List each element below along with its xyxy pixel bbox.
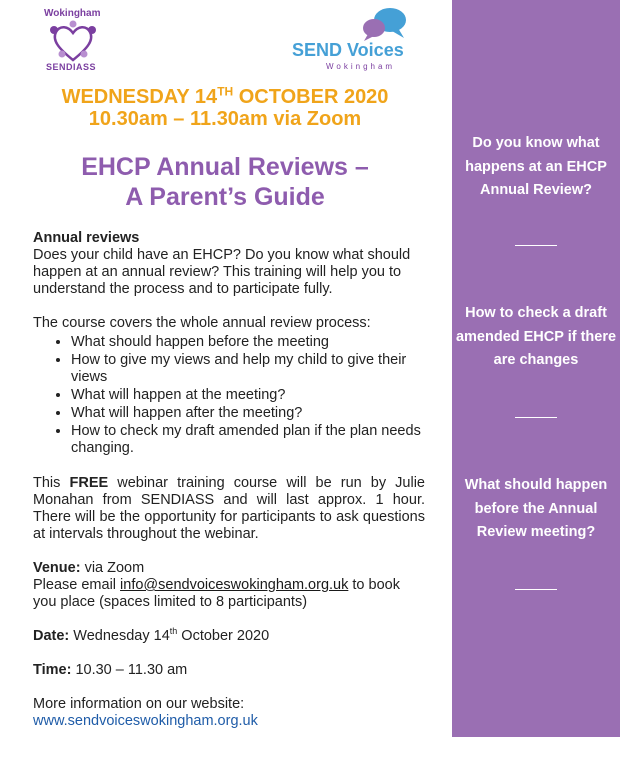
website-link[interactable]: www.sendvoiceswokingham.org.uk [33, 713, 258, 729]
section-heading: Annual reviews [33, 230, 140, 246]
venue-label: Venue: [33, 560, 81, 576]
title-line-1: EHCP Annual Reviews – [81, 153, 369, 181]
time-line [33, 662, 425, 679]
heart-people-icon [48, 18, 98, 64]
speech-bubbles-icon [360, 6, 410, 42]
email-line: Please email info@sendvoiceswokingham.org.uk to book you place (spaces limited to 8 participants) [33, 577, 400, 610]
sidebar-divider [515, 417, 557, 418]
sidebar-question-draft-ehcp: How to check a draft amended EHCP if there are changes [455, 305, 617, 368]
date-label: Date: [33, 628, 70, 644]
more-info-text: More information on our website: [33, 696, 245, 712]
free-webinar-paragraph: This FREE webinar training course will be run by Julie Monahan from SENDIASS and will last approx. 1 hour. There will be the opportunity for participants to ask questions at intervals throughout the webinar. [33, 475, 426, 542]
list-item: • What will happen after the meeting? [71, 405, 425, 422]
sidebar-divider [515, 589, 557, 590]
sidebar-question-annual-review: Do you know what happens at an EHCP Annual Review? [465, 135, 607, 198]
wokingham-sendiass-logo [40, 8, 106, 74]
sidebar-panel [452, 0, 620, 737]
time-label: Time: [33, 662, 72, 678]
list-item: • How to check my draft amended plan if the plan needs changing. [71, 423, 425, 457]
logo-right-main-text: SEND Voices [292, 40, 404, 60]
logo-right-sub-text: Wokingham [326, 62, 396, 71]
email-link[interactable]: info@sendvoiceswokingham.org.uk [120, 577, 349, 593]
list-item: • What will happen at the meeting? [71, 387, 425, 404]
topics-list [33, 334, 425, 457]
sidebar-question-before-meeting: What should happen before the Annual Review meeting? [464, 477, 608, 540]
list-item: • How to give my views and help my child to give their views [71, 352, 425, 386]
logo-left-bottom-text: SENDIASS [46, 62, 97, 72]
intro-paragraph: Does your child have an EHCP? Do you know what should happen at an annual review? This training will help you to understand the process and to participate fully. [33, 247, 411, 297]
page-title [30, 152, 420, 212]
sidebar-divider [515, 245, 557, 246]
covers-paragraph: The course covers the whole annual review process: [33, 315, 371, 331]
send-voices-logo [290, 6, 420, 72]
title-line-2: A Parent’s Guide [125, 183, 325, 211]
list-item: • What should happen before the meeting [71, 334, 425, 351]
time-value: 10.30 – 11.30 am [71, 662, 188, 678]
date-line: Date: Wednesday 14th October 2020 [33, 626, 270, 644]
free-emphasis: FREE [69, 475, 109, 491]
venue-value: via Zoom [80, 560, 145, 576]
event-time-line: 10.30am – 11.30am via Zoom [88, 108, 362, 130]
venue-line [33, 560, 425, 577]
event-date-heading [30, 86, 420, 130]
main-content [33, 230, 425, 730]
event-date-line: WEDNESDAY 14TH OCTOBER 2020 [61, 84, 389, 108]
logo-left-top-text: Wokingham [44, 8, 101, 19]
